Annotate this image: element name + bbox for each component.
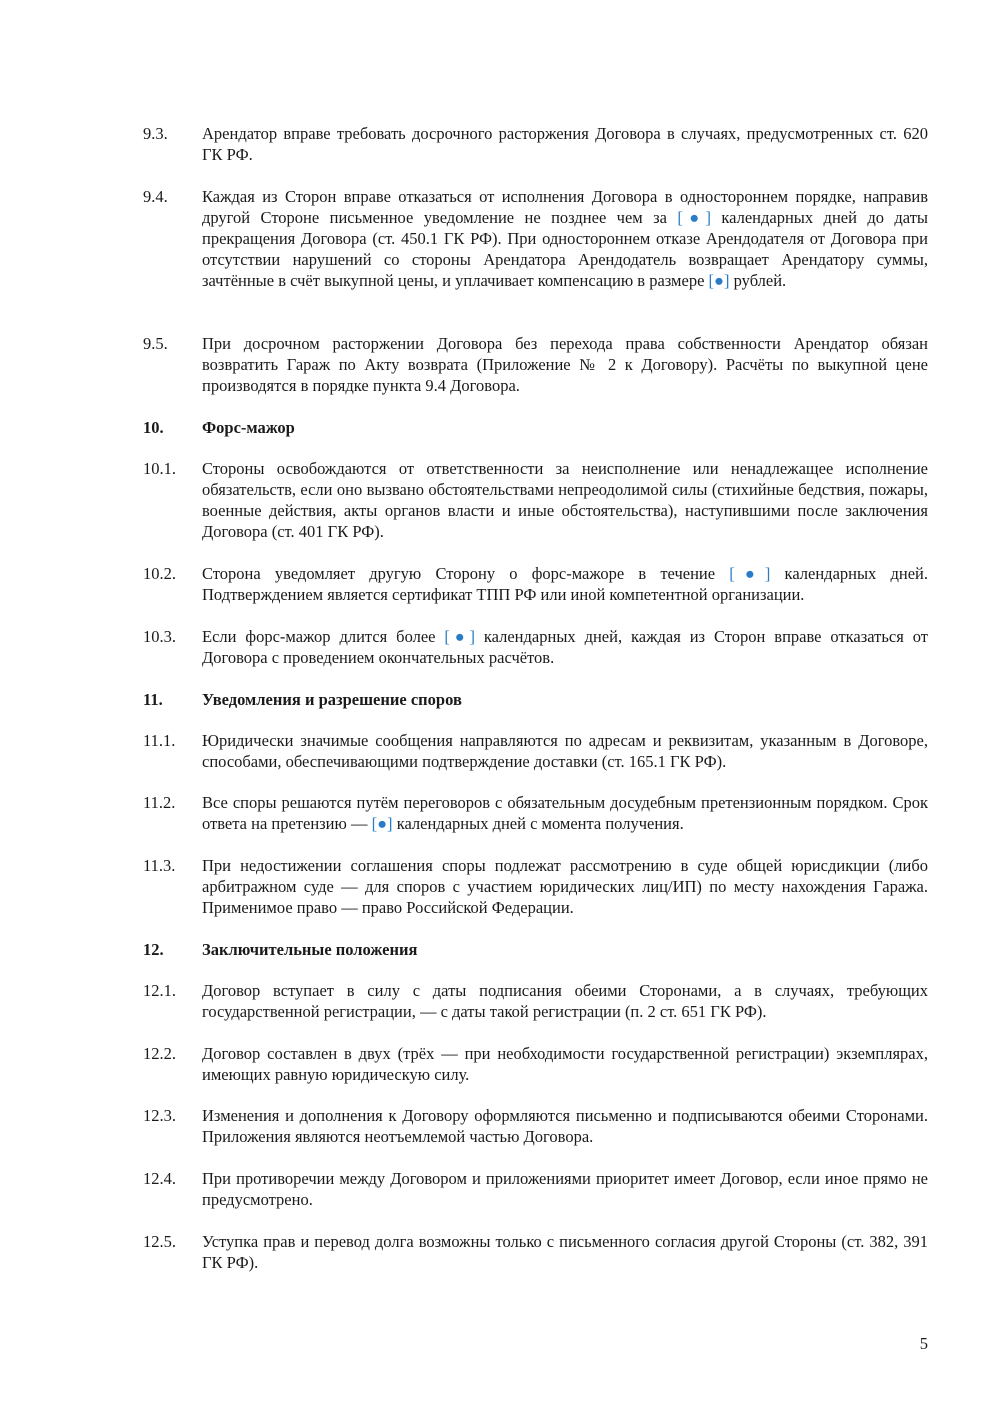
section-heading: [143, 417, 928, 438]
clause-text: [202, 1168, 928, 1210]
clause-item: [143, 980, 928, 1022]
clause-text-fragment: календарных дней до даты прекращения Договора (ст. 450.1 ГК РФ). При одностороннем отказе Арендодателя от Договора при отсутствии нарушений со стороны Арендатора Арендодатель возвращает Арендатору суммы, зачтённые в счёт выкупной цены, и уплачивает компенсацию в размере: [202, 208, 928, 290]
section-title: [202, 939, 928, 960]
clause-number: 11.3.: [143, 856, 176, 875]
clause-number: 12.5.: [143, 1232, 176, 1251]
clause-text-fragment: Уступка прав и перевод долга возможны только с письменного согласия другой Стороны (ст. 382, 391 ГК РФ).: [202, 1232, 928, 1272]
clause-item: [143, 855, 928, 918]
clause-text-fragment: Договор составлен в двух (трёх — при необходимости государственной регистрации) экземплярах, имеющих равную юридическую силу.: [202, 1044, 928, 1084]
clause-text: [202, 123, 928, 165]
clause-text: [202, 458, 928, 542]
clause-number: 10.2.: [143, 564, 176, 583]
clause-text: [202, 1105, 928, 1147]
clause-text-fragment: Форс-мажор: [202, 418, 295, 437]
clause-item: [143, 626, 928, 668]
clause-number: 9.3.: [143, 124, 168, 143]
clause-text: [202, 1043, 928, 1085]
placeholder-marker: [●]: [729, 564, 771, 583]
clause-text-fragment: Арендатор вправе требовать досрочного расторжения Договора в случаях, предусмотренных ст. 620 ГК РФ.: [202, 124, 928, 164]
clause-text-fragment: рублей.: [729, 271, 787, 290]
clause-item: [143, 792, 928, 834]
clause-text: [202, 563, 928, 605]
clause-text-fragment: Стороны освобождаются от ответственности за неисполнение или ненадлежащее исполнение обязательств, если оно вызвано обстоятельствами непреодолимой силы (стихийные бедствия, пожары, военные действия, акты органов власти и иные обстоятельства), наступившими после заключения Договора (ст. 401 ГК РФ).: [202, 459, 928, 541]
clause-text-fragment: Каждая из Сторон вправе отказаться от исполнения Договора в одностороннем порядке, направив другой Стороне письменное уведомление не позднее чем за: [202, 187, 928, 227]
clause-text-fragment: Юридически значимые сообщения направляются по адресам и реквизитам, указанным в Договоре, способами, обеспечивающими подтверждение доставки (ст. 165.1 ГК РФ).: [202, 731, 928, 771]
clause-number: 9.4.: [143, 187, 168, 206]
section-heading: [143, 689, 928, 710]
clause-text-fragment: календарных дней, каждая из Сторон вправе отказаться от Договора с проведением окончательных расчётов.: [202, 627, 928, 667]
clause-text: [202, 855, 928, 918]
clause-number: 12.1.: [143, 981, 176, 1000]
section-heading: [143, 939, 928, 960]
clause-number: 10.: [143, 418, 164, 437]
clause-text: [202, 186, 928, 291]
clause-text-fragment: календарных дней с момента получения.: [392, 814, 684, 833]
clause-text: [202, 333, 928, 396]
clause-text: [202, 626, 928, 668]
clause-number: 12.3.: [143, 1106, 176, 1125]
clause-text: [202, 980, 928, 1022]
clause-text: [202, 1231, 928, 1273]
clause-number: 12.4.: [143, 1169, 176, 1188]
section-title: [202, 689, 928, 710]
clause-text-fragment: Договор вступает в силу с даты подписания обеими Сторонами, а в случаях, требующих государственной регистрации, — с даты такой регистрации (п. 2 ст. 651 ГК РФ).: [202, 981, 928, 1021]
clause-text-fragment: Заключительные положения: [202, 940, 418, 959]
placeholder-marker: [●]: [708, 271, 730, 290]
section-title: [202, 417, 928, 438]
clause-text-fragment: Изменения и дополнения к Договору оформляются письменно и подписываются обеими Сторонами. Приложения являются неотъемлемой частью Договора.: [202, 1106, 928, 1146]
clause-number: 11.2.: [143, 793, 176, 812]
clause-text-fragment: При противоречии между Договором и приложениями приоритет имеет Договор, если иное прямо не предусмотрено.: [202, 1169, 928, 1209]
clause-text-fragment: При недостижении соглашения споры подлежат рассмотрению в суде общей юрисдикции (либо арбитражном суде — для споров с участием юридических лиц/ИП) по месту нахождения Гаража. Применимое право — право Российской Федерации.: [202, 856, 928, 917]
clause-text-fragment: Если форс-мажор длится более: [202, 627, 445, 646]
clause-number: 10.3.: [143, 627, 176, 646]
clause-number: 11.1.: [143, 731, 176, 750]
clause-item: [143, 1231, 928, 1273]
clause-item: [143, 1168, 928, 1210]
clause-text-fragment: Все споры решаются путём переговоров с обязательным досудебным претензионным порядком. Срок ответа на претензию —: [202, 793, 928, 833]
clause-number: 10.1.: [143, 459, 176, 478]
clause-text: [202, 792, 928, 834]
page-number: 5: [919, 1334, 928, 1353]
clause-item: [143, 123, 928, 165]
clause-item: [143, 563, 928, 605]
clause-text-fragment: Уведомления и разрешение споров: [202, 690, 462, 709]
clause-item: [143, 333, 928, 396]
clause-text: [202, 730, 928, 772]
clause-text-fragment: Сторона уведомляет другую Сторону о форс-мажоре в течение: [202, 564, 730, 583]
clause-number: 11.: [143, 690, 163, 709]
clause-number: 9.5.: [143, 334, 168, 353]
placeholder-marker: [●]: [371, 814, 393, 833]
clause-item: [143, 186, 928, 291]
clause-text-fragment: При досрочном расторжении Договора без перехода права собственности Арендатор обязан возвратить Гараж по Акту возврата (Приложение № 2 к Договору). Расчёты по выкупной цене производятся в порядке пункта 9.4 Договора.: [202, 334, 928, 395]
clause-item: [143, 458, 928, 542]
clause-item: [143, 1105, 928, 1147]
clause-number: 12.2.: [143, 1044, 176, 1063]
clause-item: [143, 730, 928, 772]
clause-item: [143, 1043, 928, 1085]
clause-text-fragment: календарных дней. Подтверждением является сертификат ТПП РФ или иной компетентной организации.: [202, 564, 928, 604]
placeholder-marker: [●]: [444, 627, 475, 646]
clause-number: 12.: [143, 940, 164, 959]
placeholder-marker: [●]: [677, 208, 711, 227]
